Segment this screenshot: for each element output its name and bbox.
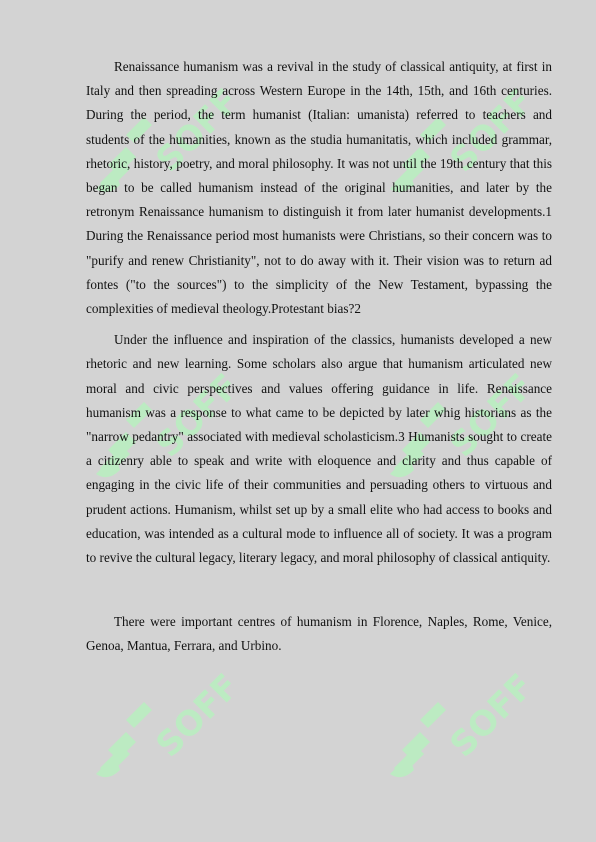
watermark-logo [78, 640, 268, 790]
body-paragraph: There were important centres of humanism in Florence, Naples, Rome, Venice, Genoa, Mantua, Ferrara, and Urbino. [86, 614, 552, 654]
soff-logo-icon [372, 640, 562, 790]
svg-text:SOFF: SOFF [148, 666, 248, 766]
document-body [86, 55, 552, 659]
svg-text:SOFF: SOFF [442, 366, 542, 466]
body-paragraph: Renaissance humanism was a revival in the study of classical antiquity, at first in Italy and then spreading across Western Europe in the 14th, 15th, and 16th centuries. During the period, the term humanist (Italian: umanista) referred to teachers and students of the humanities, known as the studia humanitatis, which included grammar, rhetoric, history, poetry, and moral philosophy. It was not until the 19th century that this began to be called humanism instead of the original humanities, and later by the retronym Renaissance humanism to distinguish it from later humanist developments.1 During the Renaissance period most humanists were Christians, so their concern was to "purify and renew Christianity", not to do away with it. Their vision was to return ad fontes ("to the sources") to the simplicity of the New Testament, bypassing the complexities of medieval theology.Protestant bias?2 [86, 59, 552, 317]
soff-logo-icon [78, 640, 268, 790]
svg-text:SOFF: SOFF [442, 81, 542, 181]
svg-text:SOFF: SOFF [442, 666, 542, 766]
body-paragraph: Under the influence and inspiration of the classics, humanists developed a new rhetoric and new learning. Some scholars also argue that humanism articulated new moral and civic perspectives and values offering guidance in life. Renaissance humanism was a response to what came to be depicted by later whig historians as the "narrow pedantry" associated with medieval scholasticism.3 Humanists sought to create a citizenry able to speak and write with eloquence and clarity and thus capable of engaging in the civic life of their communities and persuading others to virtuous and prudent actions. Humanism, whilst set up by a small elite who had access to books and education, was intended as a cultural mode to influence all of society. It was a program to revive the cultural legacy, literary legacy, and moral philosophy of classical antiquity. [86, 332, 552, 566]
watermark-logo [372, 640, 562, 790]
svg-text:SOFF: SOFF [148, 366, 248, 466]
svg-text:SOFF: SOFF [148, 81, 248, 181]
